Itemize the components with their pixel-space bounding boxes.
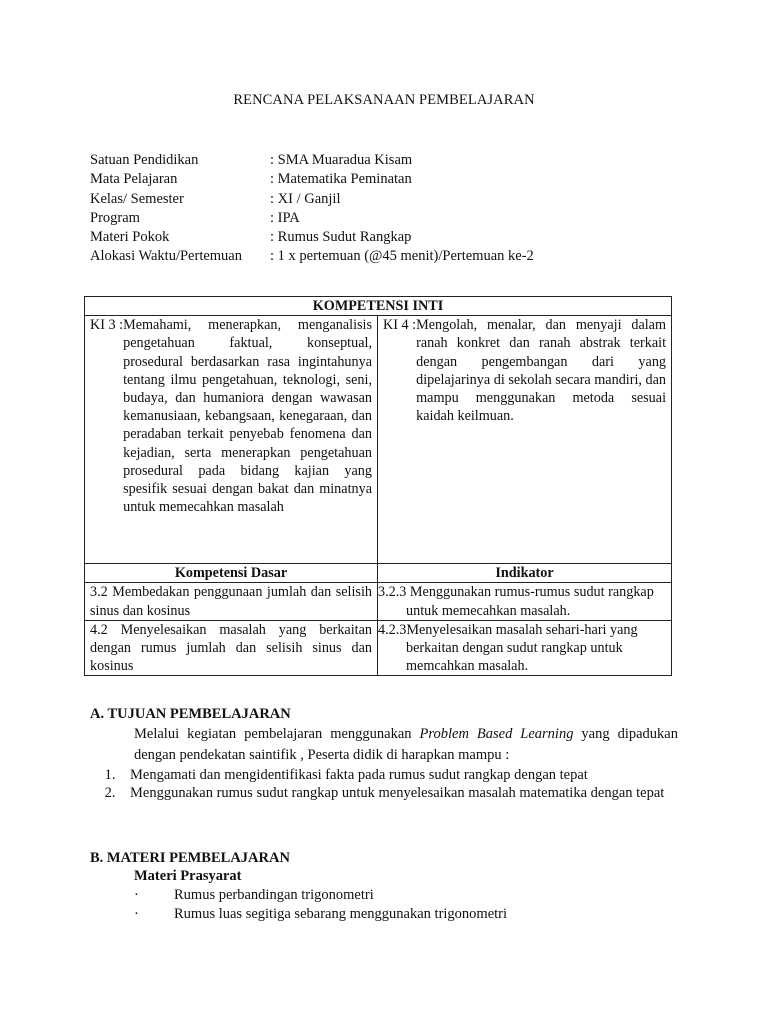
- ki4-text: Mengolah, menalar, dan menyaji dalam ranah konkret dan ranah abstrak terkait dengan pengembangan dari yang dipelajarinya di sekolah secara mandiri, dan mampu menggunakan metoda sesuai kaidah keilmuan.: [416, 317, 667, 425]
- section-b-heading: B. MATERI PEMBELAJARAN: [90, 850, 290, 866]
- identity-row: [90, 190, 690, 209]
- section-a-heading: A. TUJUAN PEMBELAJARAN: [90, 706, 291, 722]
- list-item: [134, 886, 634, 905]
- bullet-icon: ·: [134, 906, 139, 922]
- prerequisite-list: [134, 886, 634, 924]
- intro-method: Problem Based Learning: [419, 726, 574, 742]
- identity-row: [90, 151, 690, 170]
- ki4-code: KI 4 :: [383, 317, 417, 334]
- kd-cell: 3.2 Membedakan penggunaan jumlah dan selisih sinus dan kosinus: [85, 583, 378, 620]
- bullet-icon: ·: [134, 887, 139, 903]
- section-a-intro: [134, 724, 678, 766]
- kd-row: [85, 620, 672, 676]
- kd-header-row: [85, 564, 672, 583]
- ki4-cell: [378, 316, 672, 564]
- kd-cell: 4.2 Menyelesaikan masalah yang berkaitan dengan rumus jumlah dan selisih sinus dan kosinus: [85, 620, 378, 676]
- prerequisite-heading: Materi Prasyarat: [134, 868, 242, 884]
- identity-label: Kelas/ Semester: [90, 190, 184, 207]
- list-item: [134, 905, 634, 924]
- competency-table: [84, 296, 672, 676]
- goal-number: 1.: [104, 767, 116, 783]
- kd-header: Kompetensi Dasar: [85, 564, 378, 583]
- list-item: [90, 784, 680, 802]
- indikator-header: Indikator: [378, 564, 672, 583]
- identity-label: Materi Pokok: [90, 229, 170, 246]
- kd-row: [85, 583, 672, 620]
- ki3-code: KI 3 :: [90, 317, 124, 334]
- identity-label: Satuan Pendidikan: [90, 152, 199, 168]
- prerequisite-text: Rumus perbandingan trigonometri: [174, 887, 374, 903]
- indikator-cell: 4.2.3Menyelesaikan masalah sehari-hari yang berkaitan dengan sudut rangkap untuk memcahkan masalah.: [378, 620, 672, 676]
- identity-label: Alokasi Waktu/Pertemuan: [90, 248, 242, 265]
- identity-row: [90, 170, 690, 189]
- identity-value: : XI / Ganjil: [270, 190, 341, 207]
- ki-content-row: [85, 316, 672, 564]
- goal-text: Mengamati dan mengidentifikasi fakta pada rumus sudut rangkap dengan tepat: [130, 767, 588, 783]
- document-title: RENCANA PELAKSANAAN PEMBELAJARAN: [233, 92, 535, 108]
- identity-row: [90, 228, 690, 247]
- identity-value: : Matematika Peminatan: [270, 171, 412, 188]
- identity-value: : Rumus Sudut Rangkap: [270, 229, 412, 246]
- indikator-cell: 3.2.3 Menggunakan rumus-rumus sudut rangkap untuk memecahkan masalah.: [378, 583, 672, 620]
- prerequisite-text: Rumus luas segitiga sebarang menggunakan trigonometri: [174, 906, 508, 922]
- intro-text-start: Melalui kegiatan pembelajaran menggunakan: [134, 726, 420, 742]
- identity-label: Program: [90, 209, 140, 226]
- identity-row: [90, 247, 690, 266]
- identity-value: : 1 x pertemuan (@45 menit)/Pertemuan ke-2: [270, 248, 534, 265]
- list-item: [90, 766, 680, 784]
- identity-block: [90, 151, 690, 267]
- goal-number: 2.: [104, 785, 116, 801]
- intro-text-end: yang dipadukan dengan pendekatan saintifik , Peserta didik di harapkan mampu :: [134, 726, 678, 763]
- ki3-text: Memahami, menerapkan, menganalisis pengetahuan faktual, konseptual, prosedural berdasarkan rasa ingintahunya tentang ilmu pengetahuan, teknologi, seni, budaya, dan humaniora dengan wawasan kemanusiaan, kebangsaan, kenegaraan, dan peradaban terkait penyebab fenomena dan kejadian, serta menerapkan pengetahuan prosedural pada bidang kajian yang spesifik sesuai dengan bakat dan minatnya untuk memecahkan masalah: [123, 317, 372, 516]
- goal-text: Menggunakan rumus sudut rangkap untuk menyelesaikan masalah matematika dengan tepat: [130, 785, 665, 801]
- ki-header: KOMPETENSI INTI: [85, 297, 672, 316]
- identity-label: Mata Pelajaran: [90, 171, 178, 188]
- identity-row: [90, 209, 690, 228]
- ki-header-row: [85, 297, 672, 316]
- identity-value: : IPA: [270, 209, 300, 226]
- ki3-cell: [85, 316, 378, 564]
- identity-value: : SMA Muaradua Kisam: [270, 152, 413, 168]
- goals-list: [90, 766, 680, 802]
